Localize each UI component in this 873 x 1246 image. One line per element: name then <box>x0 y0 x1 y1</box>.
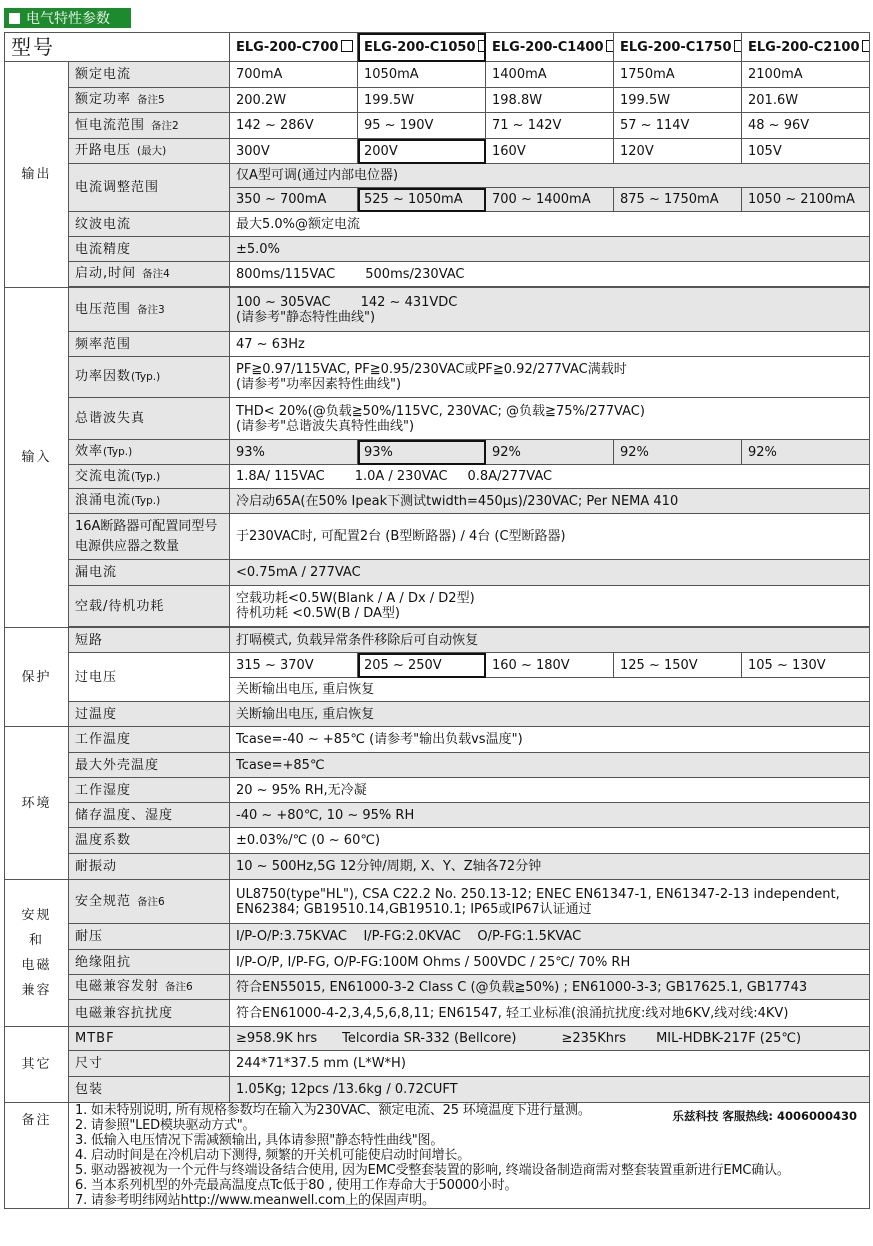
row-withstand <box>5 924 870 950</box>
value: 冷启动65A(在50% Ipeak下测试twidth=450μs)/230VAC; Per NEMA 410 <box>230 489 870 514</box>
value: 最大5.0%@额定电流 <box>230 212 870 237</box>
note: (Typ.) <box>131 371 161 383</box>
note-item: 7. 请参考明纬网站http://www.meanwell.com上的保固声明。 <box>75 1193 435 1208</box>
row-work-temp <box>5 727 870 753</box>
note: (Typ.) <box>131 495 161 507</box>
value: 1.8A/ 115VAC <box>236 469 325 484</box>
value-cell <box>230 357 870 398</box>
checkbox[interactable] <box>862 40 869 52</box>
label-cell <box>69 288 230 332</box>
value: 关断输出电压, 重启恢复 <box>230 702 870 727</box>
value: 打嗝模式, 负载异常条件移除后可自动恢复 <box>230 628 870 653</box>
note: (最大) <box>137 145 167 157</box>
label: 漏电流 <box>69 560 230 586</box>
value: (请参考"静态特性曲线") <box>236 309 376 325</box>
value: 93% <box>230 440 358 465</box>
note-item: 5. 驱动器被视为一个元件与终端设备结合使用, 因为EMC受整套装置的影响, 终端设备制造商需对整套装置重新进行EMC确认。 <box>75 1163 790 1178</box>
row-packing <box>5 1077 870 1103</box>
value: 10 ~ 500Hz,5G 12分钟/周期, X、Y、Z轴各72分钟 <box>230 854 870 880</box>
checkbox[interactable] <box>734 40 741 52</box>
model-name: ELG-200-C1050 <box>364 39 476 55</box>
label: 额定电流 <box>69 62 230 88</box>
value: 93% <box>358 440 486 465</box>
value: 160 ~ 180V <box>486 653 614 678</box>
value: 20 ~ 95% RH,无冷凝 <box>230 778 870 803</box>
value: 关断输出电压, 重启恢复 <box>230 678 870 702</box>
note: 备注5 <box>137 94 165 106</box>
value-cell <box>230 262 870 287</box>
group-text: 安规 <box>21 908 52 923</box>
row-power-factor <box>5 357 870 398</box>
row-open-voltage <box>5 139 870 164</box>
label-cell <box>69 880 230 924</box>
group-text: 电磁 <box>21 958 52 973</box>
row-isolation <box>5 950 870 975</box>
row-max-case <box>5 753 870 778</box>
group-safety <box>5 880 69 1027</box>
notes-cell <box>69 1103 870 1209</box>
note-item: 1. 如未特别说明, 所有规格参数均在输入为230VAC、额定电流、25 环境温度下进行量测。 <box>75 1103 591 1118</box>
value: 201.6W <box>742 88 870 113</box>
label: 浪涌电流 <box>75 493 132 508</box>
value: 700 ~ 1400mA <box>486 188 614 212</box>
value: I/P-O/P, I/P-FG, O/P-FG:100M Ohms / 500VDC / 25℃/ 70% RH <box>230 950 870 975</box>
value: (请参考"功率因素特性曲线") <box>236 377 402 392</box>
row-vibration <box>5 854 870 880</box>
model-cell <box>358 33 486 62</box>
value: <0.75mA / 277VAC <box>230 560 870 586</box>
row-humidity <box>5 778 870 803</box>
value: I/P-O/P:3.75KVAC I/P-FG:2.0KVAC O/P-FG:1.5KVAC <box>230 924 870 950</box>
value: ±5.0% <box>230 237 870 262</box>
label: 额定功率 <box>75 92 132 107</box>
group-environment: 环境 <box>5 727 69 880</box>
note: 备注6 <box>137 895 165 908</box>
row-dimension <box>5 1051 870 1077</box>
row-storage <box>5 803 870 828</box>
label: 包装 <box>69 1077 230 1103</box>
label-cell <box>69 139 230 164</box>
value: 48 ~ 96V <box>742 113 870 139</box>
label: 频率范围 <box>69 332 230 357</box>
row-leakage <box>5 560 870 586</box>
model-name: ELG-200-C1750 <box>620 39 732 55</box>
value: 350 ~ 700mA <box>230 188 358 212</box>
label: 纹波电流 <box>69 212 230 237</box>
value: Telcordia SR-332 (Bellcore) <box>342 1031 517 1046</box>
value: 1400mA <box>486 62 614 88</box>
group-text: 兼容 <box>21 983 52 998</box>
note: (Typ.) <box>103 446 133 458</box>
row-thd <box>5 398 870 440</box>
label: 效率 <box>75 444 104 459</box>
section-title: 电气特性参数 <box>26 11 110 27</box>
value: 105V <box>742 139 870 164</box>
label: 电磁兼容发射 <box>75 979 160 994</box>
value: 800ms/115VAC <box>236 266 336 282</box>
spec-table <box>4 32 870 1209</box>
label: 最大外壳温度 <box>69 753 230 778</box>
group-input: 输入 <box>5 288 69 628</box>
label-cell <box>69 440 230 465</box>
value: 105 ~ 130V <box>742 653 870 678</box>
value: 300V <box>230 139 358 164</box>
value-cell <box>230 288 870 332</box>
value: Tcase=-40 ~ +85℃ (请参考"输出负载vs温度") <box>230 727 870 753</box>
value-cell <box>230 586 870 627</box>
label: 耐振动 <box>69 854 230 880</box>
label-cell <box>69 489 230 514</box>
label: 16A断路器可配置同型号电源供应器之数量 <box>69 514 230 560</box>
model-cell <box>614 33 742 62</box>
row-temp-coef <box>5 828 870 854</box>
value: 71 ~ 142V <box>486 113 614 139</box>
row-breaker <box>5 514 870 560</box>
label: 功率因数 <box>75 369 132 384</box>
label-cell <box>69 262 230 287</box>
value: 120V <box>614 139 742 164</box>
label: 耐压 <box>69 924 230 950</box>
group-notes: 备注 <box>5 1103 69 1209</box>
label: 过温度 <box>69 702 230 727</box>
value: 200.2W <box>230 88 358 113</box>
value: PF≧0.97/115VAC, PF≧0.95/230VAC或PF≧0.92/277VAC满载时 <box>236 362 627 377</box>
row-ov-values <box>5 653 870 678</box>
label-cell <box>69 975 230 1000</box>
group-protection: 保护 <box>5 628 69 727</box>
row-rated-power <box>5 88 870 113</box>
value: 1050mA <box>358 62 486 88</box>
group-other: 其它 <box>5 1027 69 1103</box>
value: 700mA <box>230 62 358 88</box>
value: ≥958.9K hrs <box>236 1031 318 1046</box>
label: 储存温度、湿度 <box>69 803 230 828</box>
section-header <box>4 8 131 28</box>
row-ac-current <box>5 465 870 489</box>
label: 启动,时间 <box>75 266 137 281</box>
model-label: 型号 <box>5 33 230 62</box>
model-cell <box>486 33 614 62</box>
note-item: 3. 低输入电压情况下需减额输出, 具体请参照"静态特性曲线"图。 <box>75 1133 444 1148</box>
row-short <box>5 628 870 653</box>
row-efficiency <box>5 440 870 465</box>
label: 交流电流 <box>75 468 132 484</box>
value-cell <box>230 1027 870 1051</box>
value: 125 ~ 150V <box>614 653 742 678</box>
value: 92% <box>614 440 742 465</box>
row-mtbf <box>5 1027 870 1051</box>
model-name: ELG-200-C700 <box>236 39 339 55</box>
value: (请参考"总谐波失真特性曲线") <box>236 418 415 434</box>
note-item: 6. 当本系列机型的外壳最高温度点Tc低于80 , 使用工作寿命大于50000小时。 <box>75 1178 518 1193</box>
label: 工作湿度 <box>69 778 230 803</box>
value: 244*71*37.5 mm (L*W*H) <box>230 1051 870 1077</box>
value: THD< 20%(@负载≧50%/115VC, 230VAC; @负载≧75%/277VAC) <box>236 403 645 419</box>
label: 尺寸 <box>69 1051 230 1077</box>
label: 短路 <box>69 628 230 653</box>
value: 仅A型可调(通过内部电位器) <box>230 164 870 188</box>
label: 电流调整范围 <box>69 164 230 212</box>
label-cell <box>69 465 230 489</box>
value: 500ms/230VAC <box>365 266 465 282</box>
label-cell <box>69 88 230 113</box>
value: 待机功耗 <0.5W(B / DA型) <box>236 606 400 621</box>
row-emc-immunity <box>5 1000 870 1027</box>
label: 绝缘阻抗 <box>69 950 230 975</box>
value: 于230VAC时, 可配置2台 (B型断路器) / 4台 (C型断路器) <box>230 514 870 560</box>
row-adj-desc <box>5 164 870 188</box>
value-cell <box>230 398 870 440</box>
note-item: 4. 启动时间是在冷机启动下测得, 频繁的开关机可能使启动时间增长。 <box>75 1148 471 1163</box>
note-item: 2. 请参照"LED模块驱动方式"。 <box>75 1118 256 1133</box>
row-safety-standards <box>5 880 870 924</box>
value: 0.8A/277VAC <box>467 469 553 484</box>
label: 安全规范 <box>75 893 132 909</box>
value: ≥235Khrs <box>561 1031 627 1046</box>
value: 92% <box>742 440 870 465</box>
row-frequency <box>5 332 870 357</box>
value: 符合EN55015, EN61000-3-2 Class C (@负载≧50%) ; EN61000-3-3; GB17625.1, GB17743 <box>230 975 870 1000</box>
checkbox[interactable] <box>341 40 353 52</box>
value: 92% <box>486 440 614 465</box>
value: 198.8W <box>486 88 614 113</box>
value: MIL-HDBK-217F (25℃) <box>656 1031 802 1046</box>
checkbox[interactable] <box>606 40 613 52</box>
value: 1.05Kg; 12pcs /13.6kg / 0.72CUFT <box>230 1077 870 1103</box>
hotline: 乐兹科技 客服热线: 4006000430 <box>672 1109 857 1123</box>
value: 525 ~ 1050mA <box>358 188 486 212</box>
label: 温度系数 <box>69 828 230 854</box>
row-voltage-range <box>5 288 870 332</box>
label: 开路电压 <box>75 143 132 158</box>
row-emc-emission <box>5 975 870 1000</box>
value: EN62384; GB19510.14,GB19510.1; IP65或IP67认证通过 <box>236 901 592 917</box>
value: 160V <box>486 139 614 164</box>
value: 875 ~ 1750mA <box>614 188 742 212</box>
row-notes <box>5 1103 870 1209</box>
value: 142 ~ 286V <box>230 113 358 139</box>
row-standby <box>5 586 870 627</box>
value: 100 ~ 305VAC <box>236 294 331 310</box>
label-cell <box>69 357 230 398</box>
model-cell <box>742 33 870 62</box>
label-cell <box>69 113 230 139</box>
value: -40 ~ +80℃, 10 ~ 95% RH <box>230 803 870 828</box>
row-cc-range <box>5 113 870 139</box>
note: 备注6 <box>165 981 193 993</box>
label: 空载/待机功耗 <box>69 586 230 627</box>
group-text: 和 <box>28 933 44 948</box>
row-ot <box>5 702 870 727</box>
value: 1.0A / 230VAC <box>354 469 448 484</box>
checkbox[interactable] <box>478 40 485 52</box>
model-name: ELG-200-C2100 <box>748 39 860 55</box>
label: 总谐波失真 <box>69 398 230 440</box>
label: 电压范围 <box>75 301 132 317</box>
value: 142 ~ 431VDC <box>360 294 458 310</box>
model-cell <box>230 33 358 62</box>
value: 1050 ~ 2100mA <box>742 188 870 212</box>
value: 57 ~ 114V <box>614 113 742 139</box>
group-output: 输出 <box>5 62 69 288</box>
note: (Typ.) <box>131 470 161 483</box>
value: 2100mA <box>742 62 870 88</box>
value-cell <box>230 880 870 924</box>
value: UL8750(type"HL"), CSA C22.2 No. 250.13-12; ENEC EN61347-1, EN61347-2-13 independent, <box>236 886 840 902</box>
value: 205 ~ 250V <box>358 653 486 678</box>
note: 备注3 <box>137 303 165 316</box>
value: ±0.03%/℃ (0 ~ 60℃) <box>230 828 870 854</box>
value: 47 ~ 63Hz <box>230 332 870 357</box>
row-rated-current <box>5 62 870 88</box>
value: 200V <box>358 139 486 164</box>
note: 备注4 <box>142 268 170 280</box>
label: 电磁兼容抗扰度 <box>69 1000 230 1027</box>
label: 电流精度 <box>69 237 230 262</box>
row-ripple <box>5 212 870 237</box>
value: 315 ~ 370V <box>230 653 358 678</box>
label: 过电压 <box>69 653 230 702</box>
value: 符合EN61000-4-2,3,4,5,6,8,11; EN61547, 轻工业标准(浪涌抗扰度:线对地6KV,线对线:4KV) <box>230 1000 870 1027</box>
label: 工作温度 <box>69 727 230 753</box>
model-row <box>5 33 870 62</box>
row-setup <box>5 262 870 287</box>
value-cell <box>230 465 870 489</box>
square-icon <box>9 13 20 24</box>
row-inrush <box>5 489 870 514</box>
value: 空载功耗<0.5W(Blank / A / Dx / D2型) <box>236 591 475 606</box>
value: 199.5W <box>614 88 742 113</box>
label: MTBF <box>69 1027 230 1051</box>
note: 备注2 <box>151 119 179 132</box>
value: 1750mA <box>614 62 742 88</box>
label: 恒电流范围 <box>75 117 146 133</box>
row-accuracy <box>5 237 870 262</box>
value: 95 ~ 190V <box>358 113 486 139</box>
value: Tcase=+85℃ <box>230 753 870 778</box>
model-name: ELG-200-C1400 <box>492 39 604 55</box>
value: 199.5W <box>358 88 486 113</box>
